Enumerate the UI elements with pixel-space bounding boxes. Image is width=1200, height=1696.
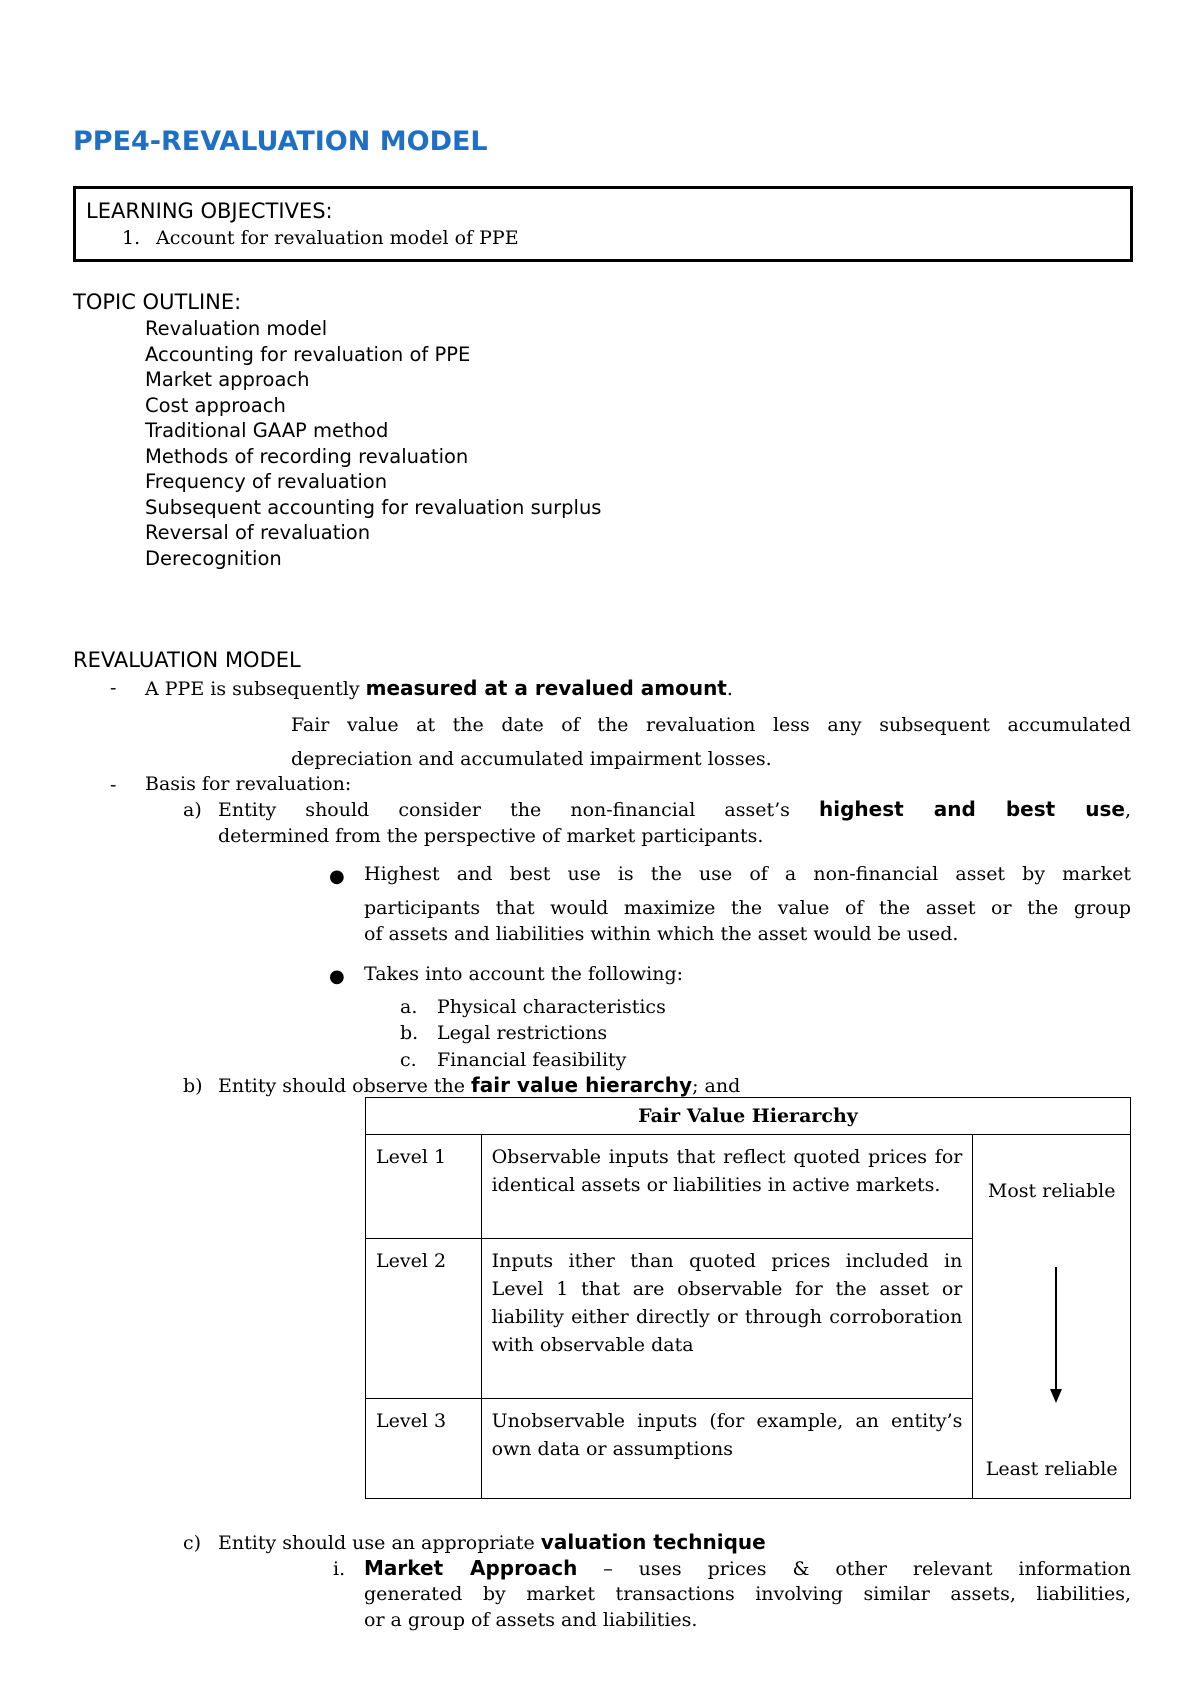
bullet-line: Takes into account the following: xyxy=(364,963,684,985)
highest-best-use-line xyxy=(218,797,1131,821)
fair-value-hierarchy-line xyxy=(218,1073,740,1097)
item-label: a) xyxy=(183,799,202,821)
sub-item-label: b. xyxy=(400,1022,419,1044)
paragraph-text: , xyxy=(1124,799,1131,821)
dash-marker: - xyxy=(110,677,117,699)
paragraph-line: determined from the perspective of market participants. xyxy=(218,825,764,847)
level-description: Inputs ither than quoted prices included in Level 1 that are observable for the asset or liability either directly or through corroboration with observable data xyxy=(481,1239,973,1399)
paragraph-text: ; and xyxy=(692,1075,741,1097)
paragraph-line: or a group of assets and liabilities. xyxy=(364,1609,698,1631)
bold-term: highest and best use xyxy=(819,797,1125,821)
sub-item-text: Physical characteristics xyxy=(437,996,666,1018)
revalued-amount-paragraph xyxy=(145,676,733,700)
bullet-dot-icon: ● xyxy=(329,966,345,987)
table-header-row xyxy=(366,1098,1131,1135)
revaluation-heading: REVALUATION MODEL xyxy=(73,648,301,672)
reliability-column xyxy=(973,1135,1131,1499)
outline-item: Market approach xyxy=(145,368,310,391)
outline-item: Reversal of revaluation xyxy=(145,521,371,544)
table-row xyxy=(366,1135,1131,1239)
bullet-line: participants that would maximize the value of the asset or the group xyxy=(364,897,1131,919)
sub-item-text: Legal restrictions xyxy=(437,1022,608,1044)
outline-item: Accounting for revaluation of PPE xyxy=(145,342,471,366)
paragraph-text: . xyxy=(726,678,733,700)
outline-item: Subsequent accounting for revaluation surplus xyxy=(145,495,602,519)
level-cell: Level 1 xyxy=(366,1135,482,1239)
item-label: b) xyxy=(183,1075,203,1097)
outline-item: Cost approach xyxy=(145,393,286,417)
sub-item-label: a. xyxy=(400,996,418,1018)
bold-term: Market Approach xyxy=(364,1556,578,1580)
outline-item: Derecognition xyxy=(145,546,282,570)
bold-term: measured at a revalued amount xyxy=(365,676,727,700)
item-label: c) xyxy=(183,1532,202,1554)
valuation-technique-line xyxy=(218,1530,766,1554)
bullet-line: of assets and liabilities within which the asset would be used. xyxy=(364,923,959,945)
paragraph-text: Entity should observe the xyxy=(218,1075,472,1097)
bold-term: valuation technique xyxy=(540,1530,766,1554)
most-reliable-label: Most reliable xyxy=(987,1180,1116,1203)
level-description: Unobservable inputs (for example, an entity’s own data or assumptions xyxy=(481,1399,973,1499)
item-label: i. xyxy=(333,1558,346,1580)
level-cell: Level 3 xyxy=(366,1399,482,1499)
sub-item-label: c. xyxy=(400,1049,417,1071)
fair-value-definition-line: depreciation and accumulated impairment losses. xyxy=(291,748,772,770)
paragraph-text: – uses prices & other relevant information xyxy=(577,1558,1131,1580)
fair-value-hierarchy-table xyxy=(365,1097,1131,1499)
outline-item: Revaluation model xyxy=(145,317,328,340)
objective-text: Account for revaluation model of PPE xyxy=(156,227,519,249)
least-reliable-label: Least reliable xyxy=(985,1458,1118,1481)
fair-value-definition-line: Fair value at the date of the revaluation less any subsequent accumulated xyxy=(291,714,1131,736)
dash-marker: - xyxy=(110,774,117,796)
basis-heading: Basis for revaluation: xyxy=(145,773,352,795)
down-arrow-icon xyxy=(1048,1267,1064,1405)
learning-objectives-box xyxy=(73,186,1133,262)
outline-item: Traditional GAAP method xyxy=(145,419,389,442)
page-title: PPE4-REVALUATION MODEL xyxy=(73,126,488,157)
paragraph-line: generated by market transactions involving similar assets, liabilities, xyxy=(364,1583,1131,1605)
paragraph-text: Entity should use an appropriate xyxy=(218,1532,541,1554)
topic-outline-heading: TOPIC OUTLINE: xyxy=(73,290,242,314)
outline-item: Frequency of revaluation xyxy=(145,470,388,493)
level-description: Observable inputs that reflect quoted prices for identical assets or liabilities in active markets. xyxy=(481,1135,973,1239)
objectives-heading: LEARNING OBJECTIVES: xyxy=(86,199,333,223)
topic-outline-list xyxy=(145,316,601,571)
market-approach-line xyxy=(364,1556,1131,1580)
bullet-line: Highest and best use is the use of a non-financial asset by market xyxy=(364,863,1131,885)
paragraph-text: A PPE is subsequently xyxy=(145,678,366,700)
sub-item-text: Financial feasibility xyxy=(437,1049,627,1071)
outline-item: Methods of recording revaluation xyxy=(145,444,469,468)
bullet-dot-icon: ● xyxy=(329,866,345,887)
objective-number: 1. xyxy=(122,227,141,249)
bold-term: fair value hierarchy xyxy=(471,1073,693,1097)
paragraph-text: Entity should consider the non-financial asset’s xyxy=(218,799,820,821)
level-cell: Level 2 xyxy=(366,1239,482,1399)
objective-item xyxy=(122,227,519,249)
table-title: Fair Value Hierarchy xyxy=(366,1098,1131,1135)
